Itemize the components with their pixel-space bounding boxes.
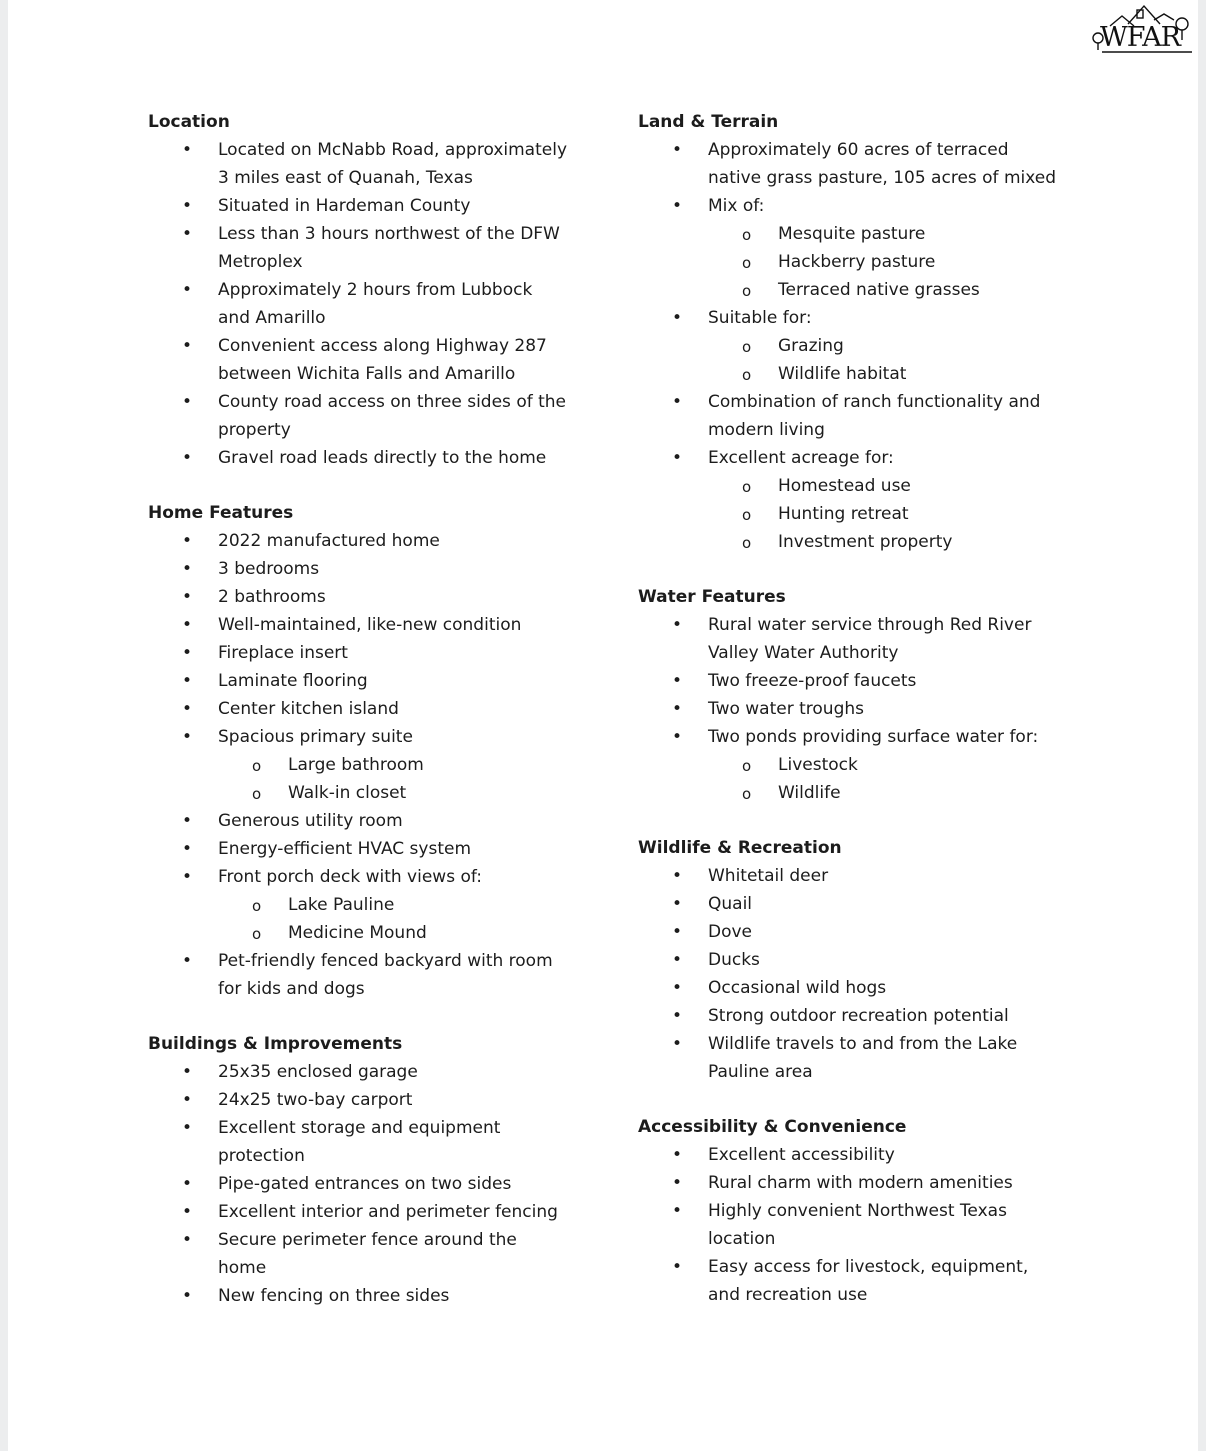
sub-list-item-text: Investment property: [778, 532, 953, 552]
list-item: [638, 192, 1058, 304]
bullet-icon: •: [672, 1257, 683, 1277]
list-item: [148, 835, 568, 863]
list-item: [148, 527, 568, 555]
sub-list: [708, 751, 1058, 807]
bullet-icon: •: [672, 1006, 683, 1026]
list-item: [638, 1030, 1058, 1086]
sub-list-item-text: Walk-in closet: [288, 783, 407, 803]
bullet-icon: •: [182, 615, 193, 635]
list-item-text: 3 bedrooms: [218, 559, 320, 579]
sub-list-item-text: Mesquite pasture: [778, 224, 926, 244]
list-item: [638, 1197, 1058, 1253]
bullet-icon: •: [182, 448, 193, 468]
sub-list-item: [638, 779, 1058, 807]
list-item: [148, 1114, 568, 1170]
list-item: [638, 1253, 1058, 1309]
list-item-text: Pet-friendly fenced backyard with room for kids and dogs: [218, 951, 553, 999]
list-item-text: Excellent accessibility: [708, 1145, 895, 1165]
list-item-text: Ducks: [708, 950, 760, 970]
list-item: [148, 667, 568, 695]
sub-list-item: [638, 472, 1058, 500]
list-item-text: Highly convenient Northwest Texas location: [708, 1201, 1007, 1249]
list-item-text: Combination of ranch functionality and modern living: [708, 392, 1041, 440]
sub-bullet-icon: o: [742, 366, 752, 384]
section-heading: Home Features: [148, 503, 294, 523]
list-item: [638, 890, 1058, 918]
sub-list-item: [638, 360, 1058, 388]
sub-list-item: [148, 919, 568, 947]
bullet-icon: •: [672, 894, 683, 914]
bullet-icon: •: [182, 811, 193, 831]
bullet-icon: •: [182, 643, 193, 663]
bullet-icon: •: [672, 727, 683, 747]
list-item-text: Mix of:: [708, 196, 765, 216]
bullet-icon: •: [672, 699, 683, 719]
list-item: [638, 388, 1058, 444]
sub-bullet-icon: o: [252, 757, 262, 775]
list-item: [148, 1170, 568, 1198]
sub-list-item-text: Lake Pauline: [288, 895, 395, 915]
sub-list-item: [638, 528, 1058, 556]
bullet-icon: •: [182, 727, 193, 747]
sub-list-item-text: Medicine Mound: [288, 923, 427, 943]
list-item: [148, 332, 568, 388]
bullet-icon: •: [672, 1201, 683, 1221]
list-item: [638, 611, 1058, 667]
bullet-list: [638, 611, 1108, 807]
list-item-text: Quail: [708, 894, 753, 914]
list-item-text: Pipe-gated entrances on two sides: [218, 1174, 512, 1194]
bullet-icon: •: [672, 1173, 683, 1193]
section-home-features: [148, 499, 618, 1003]
list-item-text: Gravel road leads directly to the home: [218, 448, 547, 468]
logo: [1092, 0, 1196, 56]
section-buildings-and-improvements: [148, 1030, 618, 1310]
list-item-text: 25x35 enclosed garage: [218, 1062, 418, 1082]
list-item-text: Energy-efficient HVAC system: [218, 839, 472, 859]
list-item: [148, 583, 568, 611]
list-item-text: Convenient access along Highway 287 between Wichita Falls and Amarillo: [218, 336, 547, 384]
sub-bullet-icon: o: [742, 226, 752, 244]
list-item-text: Excellent acreage for:: [708, 448, 894, 468]
list-item: [638, 1141, 1058, 1169]
right-column: [638, 108, 1108, 1336]
sub-list: [708, 220, 1058, 304]
bullet-list: [638, 1141, 1108, 1309]
list-item-text: Suitable for:: [708, 308, 812, 328]
bullet-icon: •: [182, 336, 193, 356]
sub-list-item-text: Wildlife: [778, 783, 841, 803]
bullet-icon: •: [182, 1230, 193, 1250]
list-item: [638, 862, 1058, 890]
list-item: [148, 388, 568, 444]
sub-bullet-icon: o: [742, 254, 752, 272]
list-item-text: New fencing on three sides: [218, 1286, 450, 1306]
section-heading: Land & Terrain: [638, 112, 779, 132]
sub-list-item: [638, 751, 1058, 779]
list-item-text: Strong outdoor recreation potential: [708, 1006, 1009, 1026]
list-item-text: Approximately 2 hours from Lubbock and Amarillo: [218, 280, 533, 328]
list-item: [148, 136, 568, 192]
list-item-text: Wildlife travels to and from the Lake Pauline area: [708, 1034, 1018, 1082]
sub-list-item-text: Large bathroom: [288, 755, 424, 775]
bullet-icon: •: [182, 839, 193, 859]
bullet-icon: •: [182, 196, 193, 216]
bullet-list: [638, 862, 1108, 1086]
bullet-icon: •: [672, 615, 683, 635]
bullet-icon: •: [672, 671, 683, 691]
list-item: [638, 1002, 1058, 1030]
list-item: [148, 695, 568, 723]
list-item-text: Fireplace insert: [218, 643, 348, 663]
list-item: [148, 723, 568, 807]
bullet-icon: •: [182, 1118, 193, 1138]
list-item: [148, 639, 568, 667]
bullet-icon: •: [182, 531, 193, 551]
section-heading: Water Features: [638, 587, 786, 607]
bullet-list: [148, 136, 618, 472]
bullet-icon: •: [182, 280, 193, 300]
bullet-icon: •: [182, 1286, 193, 1306]
list-item-text: Rural charm with modern amenities: [708, 1173, 1013, 1193]
sub-list-item-text: Hunting retreat: [778, 504, 909, 524]
bullet-icon: •: [182, 951, 193, 971]
list-item: [638, 974, 1058, 1002]
sub-list-item: [638, 276, 1058, 304]
sub-list-item-text: Wildlife habitat: [778, 364, 907, 384]
bullet-icon: •: [672, 1034, 683, 1054]
bullet-icon: •: [672, 308, 683, 328]
list-item: [638, 723, 1058, 807]
section-heading: Buildings & Improvements: [148, 1034, 403, 1054]
bullet-icon: •: [672, 140, 683, 160]
bullet-list: [148, 1058, 618, 1310]
sub-list-item: [638, 248, 1058, 276]
bullet-icon: •: [182, 867, 193, 887]
sub-list-item: [638, 500, 1058, 528]
section-water-features: [638, 583, 1108, 807]
list-item-text: Approximately 60 acres of terraced native grass pasture, 105 acres of mixed: [708, 140, 1057, 188]
sub-list-item: [148, 891, 568, 919]
list-item: [148, 220, 568, 276]
list-item-text: Generous utility room: [218, 811, 403, 831]
bullet-icon: •: [182, 1174, 193, 1194]
sub-bullet-icon: o: [742, 478, 752, 496]
list-item: [148, 1282, 568, 1310]
list-item: [148, 1226, 568, 1282]
list-item-text: Two freeze-proof faucets: [708, 671, 917, 691]
list-item: [638, 667, 1058, 695]
list-item-text: Occasional wild hogs: [708, 978, 887, 998]
sub-list-item-text: Grazing: [778, 336, 844, 356]
bullet-icon: •: [182, 224, 193, 244]
list-item: [148, 807, 568, 835]
left-column: [148, 108, 618, 1337]
list-item-text: Laminate flooring: [218, 671, 368, 691]
sub-bullet-icon: o: [742, 338, 752, 356]
section-land-and-terrain: [638, 108, 1108, 556]
list-item-text: Well-maintained, like-new condition: [218, 615, 522, 635]
list-item-text: Dove: [708, 922, 753, 942]
section-heading: Location: [148, 112, 230, 132]
list-item: [148, 863, 568, 947]
list-item-text: Center kitchen island: [218, 699, 399, 719]
list-item-text: Excellent interior and perimeter fencing: [218, 1202, 558, 1222]
list-item-text: Spacious primary suite: [218, 727, 413, 747]
list-item: [148, 276, 568, 332]
sub-list-item-text: Livestock: [778, 755, 858, 775]
bullet-icon: •: [672, 448, 683, 468]
list-item-text: Front porch deck with views of:: [218, 867, 482, 887]
sub-list: [218, 891, 568, 947]
list-item-text: Two ponds providing surface water for:: [708, 727, 1039, 747]
list-item: [148, 1086, 568, 1114]
list-item: [148, 444, 568, 472]
list-item-text: Situated in Hardeman County: [218, 196, 471, 216]
list-item: [148, 555, 568, 583]
section-heading: Accessibility & Convenience: [638, 1117, 907, 1137]
list-item-text: Whitetail deer: [708, 866, 829, 886]
bullet-list: [638, 136, 1108, 556]
list-item-text: Rural water service through Red River Valley Water Authority: [708, 615, 1032, 663]
list-item-text: 24x25 two-bay carport: [218, 1090, 413, 1110]
sub-list-item: [148, 779, 568, 807]
list-item-text: 2 bathrooms: [218, 587, 326, 607]
list-item: [148, 947, 568, 1003]
bullet-icon: •: [672, 922, 683, 942]
sub-list-item-text: Terraced native grasses: [778, 280, 980, 300]
sub-bullet-icon: o: [252, 785, 262, 803]
sub-bullet-icon: o: [742, 534, 752, 552]
sub-list: [708, 472, 1058, 556]
bullet-icon: •: [672, 196, 683, 216]
list-item-text: Two water troughs: [708, 699, 864, 719]
bullet-icon: •: [672, 1145, 683, 1165]
section-heading: Wildlife & Recreation: [638, 838, 842, 858]
list-item-text: Excellent storage and equipment protection: [218, 1118, 501, 1166]
sub-bullet-icon: o: [252, 925, 262, 943]
list-item-text: 2022 manufactured home: [218, 531, 440, 551]
sub-list-item: [638, 332, 1058, 360]
bullet-list: [148, 527, 618, 1003]
list-item: [638, 1169, 1058, 1197]
bullet-icon: •: [672, 392, 683, 412]
list-item: [638, 136, 1058, 192]
list-item-text: Easy access for livestock, equipment, and recreation use: [708, 1257, 1029, 1305]
list-item: [148, 611, 568, 639]
list-item-text: Less than 3 hours northwest of the DFW Metroplex: [218, 224, 560, 272]
section-location: [148, 108, 618, 472]
list-item: [638, 304, 1058, 388]
list-item: [638, 444, 1058, 556]
bullet-icon: •: [182, 1090, 193, 1110]
document-page: [8, 0, 1198, 1451]
list-item: [148, 192, 568, 220]
bullet-icon: •: [182, 140, 193, 160]
bullet-icon: •: [182, 587, 193, 607]
bullet-icon: •: [182, 699, 193, 719]
sub-bullet-icon: o: [742, 282, 752, 300]
sub-bullet-icon: o: [742, 785, 752, 803]
sub-bullet-icon: o: [252, 897, 262, 915]
list-item-text: Located on McNabb Road, approximately 3 miles east of Quanah, Texas: [218, 140, 567, 188]
list-item-text: County road access on three sides of the property: [218, 392, 567, 440]
list-item: [148, 1058, 568, 1086]
list-item: [638, 946, 1058, 974]
sub-bullet-icon: o: [742, 506, 752, 524]
sub-list-item: [148, 751, 568, 779]
bullet-icon: •: [182, 1062, 193, 1082]
list-item-text: Secure perimeter fence around the home: [218, 1230, 517, 1278]
sub-list: [708, 332, 1058, 388]
sub-list-item-text: Hackberry pasture: [778, 252, 936, 272]
bullet-icon: •: [182, 1202, 193, 1222]
sub-list-item-text: Homestead use: [778, 476, 911, 496]
logo-text: WFAR: [1100, 22, 1180, 53]
list-item: [638, 695, 1058, 723]
bullet-icon: •: [672, 866, 683, 886]
bullet-icon: •: [182, 392, 193, 412]
sub-list-item: [638, 220, 1058, 248]
sub-bullet-icon: o: [742, 757, 752, 775]
section-wildlife-and-recreation: [638, 834, 1108, 1086]
sub-list: [218, 751, 568, 807]
bullet-icon: •: [672, 950, 683, 970]
list-item: [638, 918, 1058, 946]
list-item: [148, 1198, 568, 1226]
bullet-icon: •: [182, 559, 193, 579]
bullet-icon: •: [672, 978, 683, 998]
section-accessibility-and-convenience: [638, 1113, 1108, 1309]
bullet-icon: •: [182, 671, 193, 691]
